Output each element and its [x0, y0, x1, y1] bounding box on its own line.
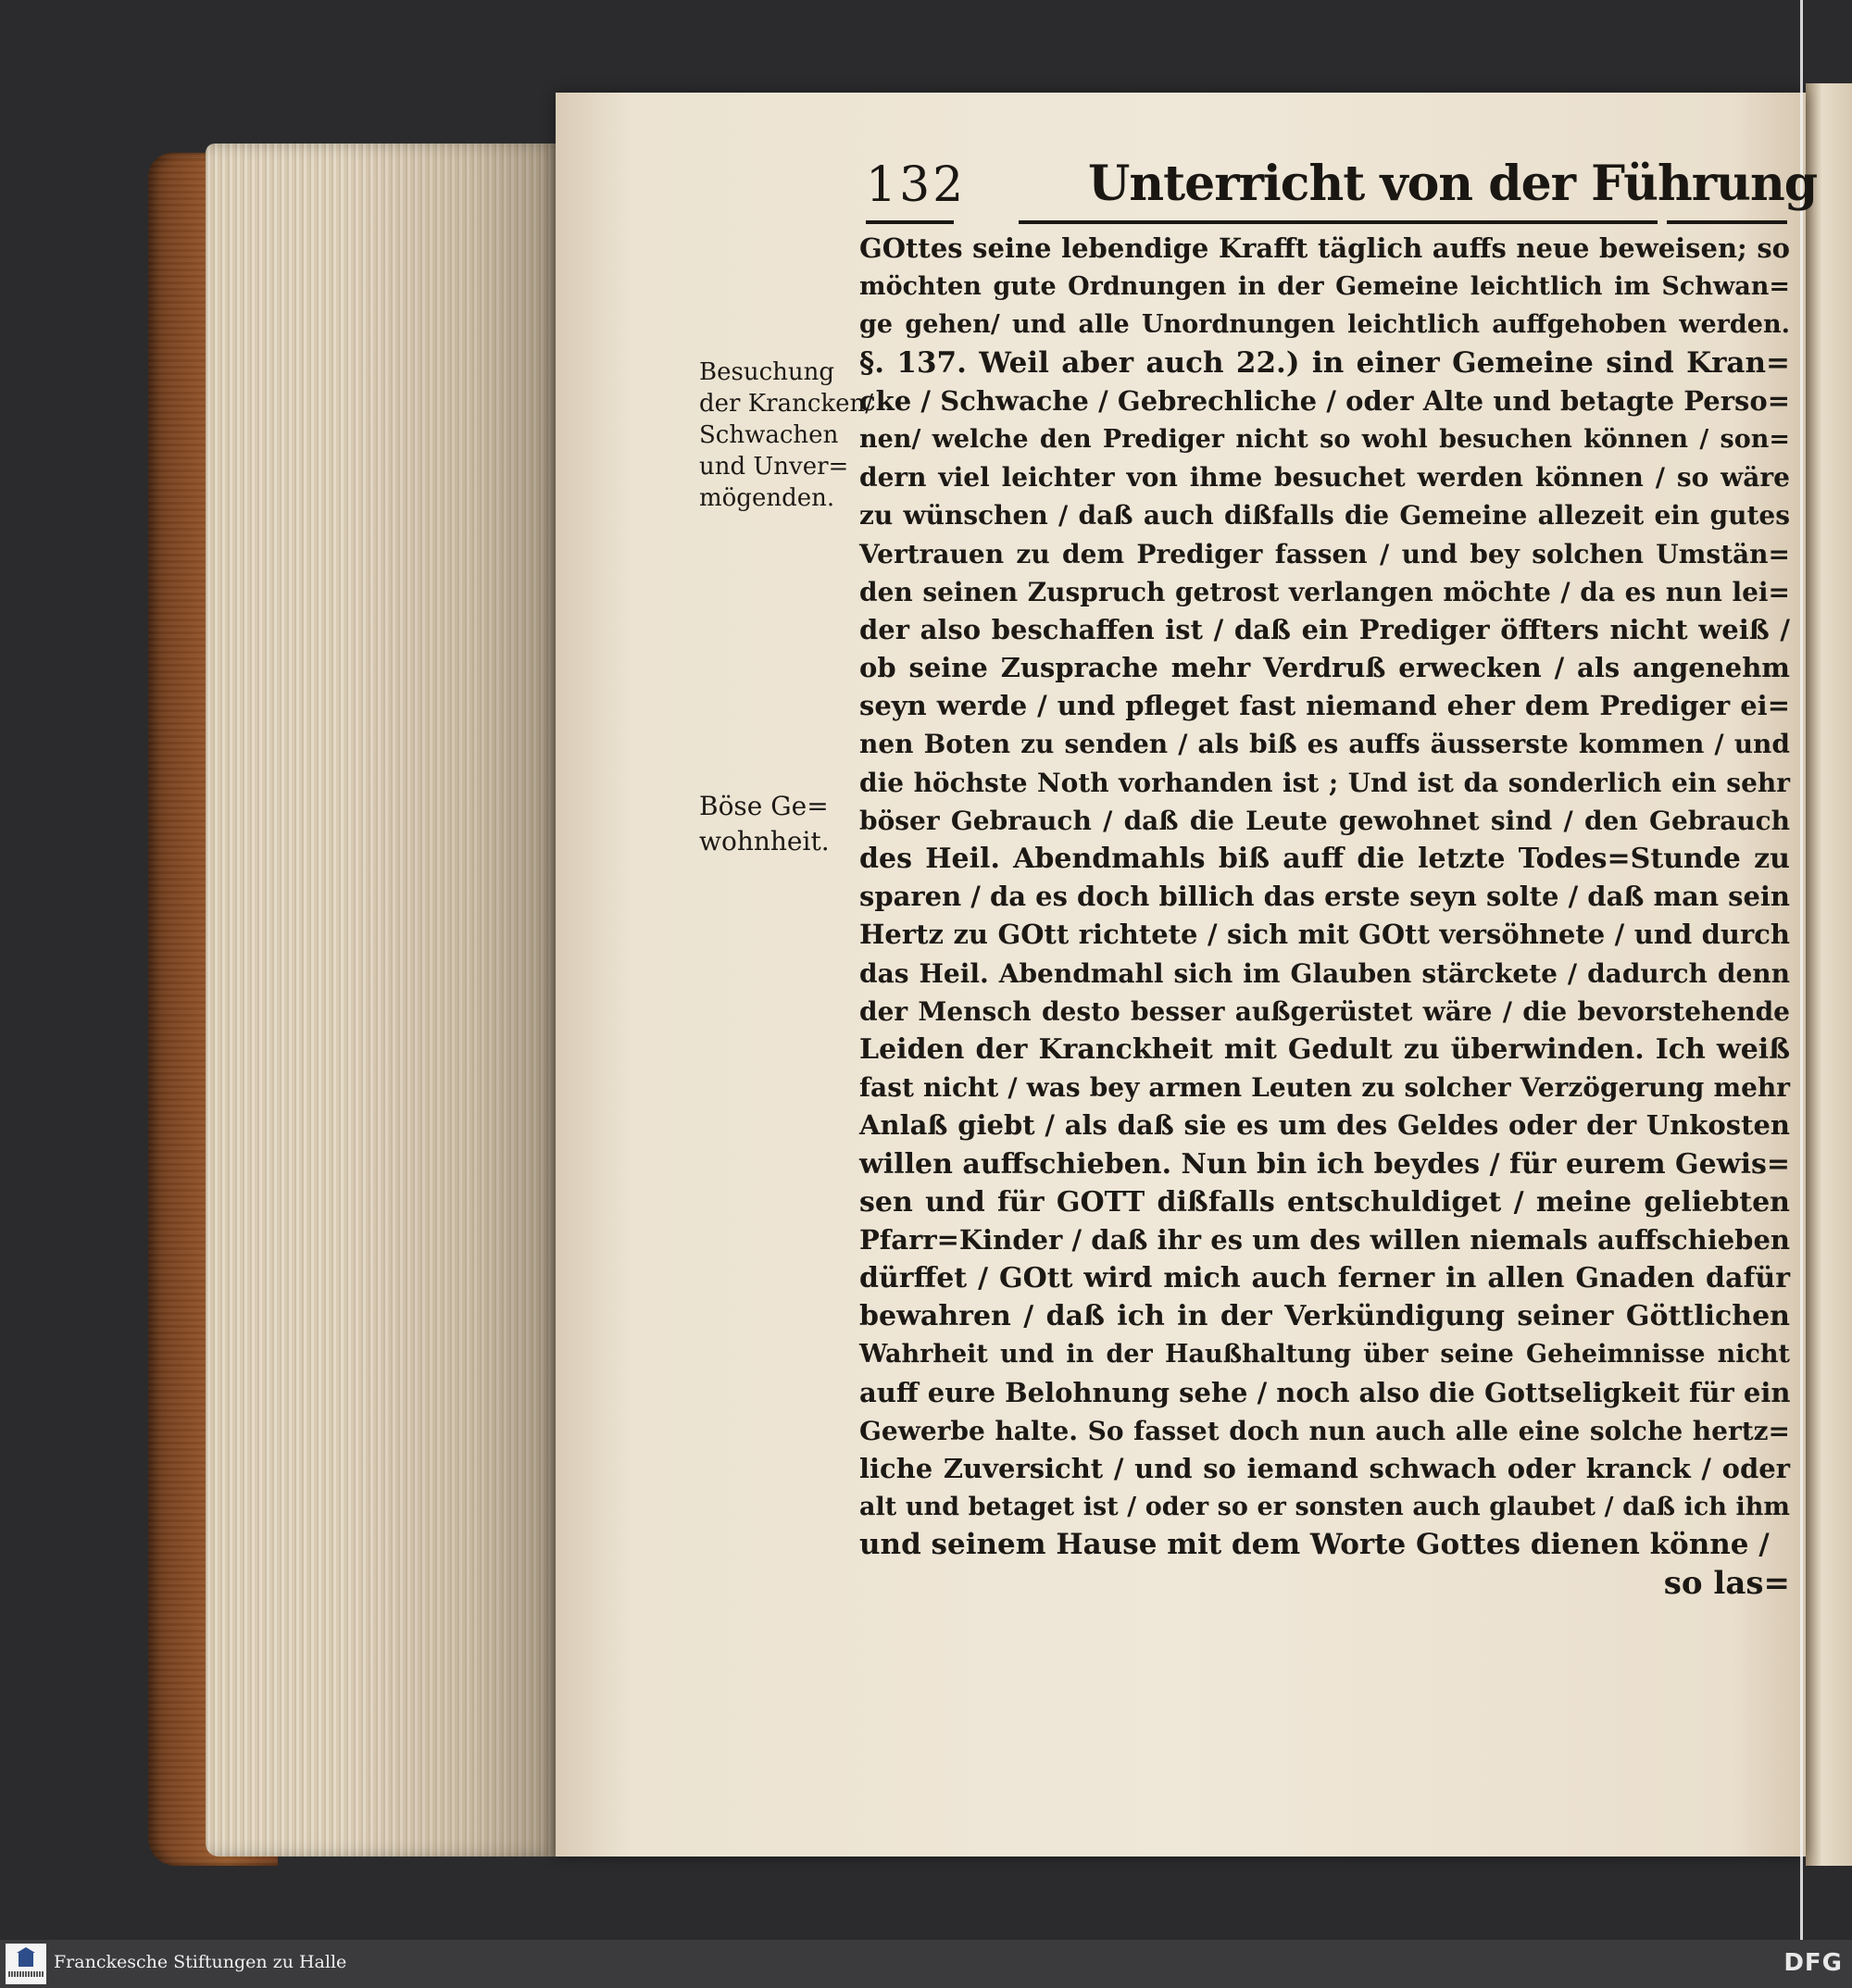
text-line: Pfarr=Kinder / daß ihr es um des willen niemals auffschieben	[859, 1223, 1790, 1256]
text-line: die höchste Noth vorhanden ist ; Und ist da sonderlich ein sehr	[859, 767, 1790, 798]
dfg-logo[interactable]: DFG	[1783, 1949, 1843, 1977]
francke-foundation-logo-icon[interactable]	[6, 1944, 46, 1984]
viewer-footer	[0, 1940, 1852, 1988]
text-line: Leiden der Kranckheit mit Gedult zu überwinden. Ich weiß	[859, 1032, 1790, 1066]
header-rule-right	[1667, 220, 1787, 224]
text-line: willen auffschieben. Nun bin ich beydes / für eurem Gewis=	[859, 1147, 1790, 1181]
text-line: ob seine Zusprache mehr Verdruß erwecken / als angenehm	[859, 652, 1790, 684]
text-line: §. 137. Weil aber auch 22.) in einer Gemeine sind Kran=	[859, 345, 1790, 380]
text-line: Anlaß giebt / als daß sie es um des Geldes oder der Unkosten	[859, 1109, 1790, 1142]
text-line: liche Zuversicht / und so iemand schwach oder kranck / oder	[859, 1453, 1790, 1484]
institution-link[interactable]: Franckesche Stiftungen zu Halle	[54, 1952, 347, 1972]
text-line: nen/ welche den Prediger nicht so wohl besuchen können / son=	[859, 424, 1790, 454]
text-line: sparen / da es doch billich das erste seyn solte / daß man sein	[859, 881, 1791, 913]
margin-note-line: Schwachen	[699, 421, 839, 449]
margin-note-line: wohnheit.	[699, 826, 830, 856]
header-rule-middle	[1019, 220, 1658, 224]
text-line: auff eure Belohnung sehe / noch also die Gottseligkeit für ein	[859, 1376, 1791, 1408]
text-line: nen Boten zu senden / als biß es auffs äusserste kommen / und	[859, 729, 1790, 760]
text-line: fast nicht / was bey armen Leuten zu solcher Verzögerung mehr	[859, 1072, 1790, 1104]
body-text	[859, 230, 1790, 1603]
text-line: böser Gebrauch / daß die Leute gewohnet sind / den Gebrauch	[859, 805, 1790, 836]
page-block-edges	[206, 144, 557, 1857]
text-line: der also beschaffen ist / daß ein Prediger öffters nicht weiß /	[859, 613, 1790, 645]
scan-ruler-line	[1800, 0, 1803, 1940]
text-line: cke / Schwache / Gebrechliche / oder Alte und betagte Perso=	[859, 384, 1790, 417]
text-line: zu wünschen / daß auch dißfalls die Gemeine allezeit ein gutes	[859, 500, 1790, 531]
text-line: dürffet / GOtt wird mich auch ferner in allen Gnaden dafür	[859, 1262, 1790, 1295]
margin-note-line: der Krancken/	[699, 390, 874, 418]
text-line: seyn werde / und pfleget fast niemand eher dem Prediger ei=	[859, 690, 1790, 722]
text-line: Hertz zu GOtt richtete / sich mit GOtt versöhnete / und durch	[859, 919, 1790, 951]
facing-page-edge	[1806, 83, 1852, 1866]
margin-note-line: und Unver=	[699, 453, 849, 481]
margin-note-bad-habit	[699, 789, 866, 859]
text-line: möchten gute Ordnungen in der Gemeine leichtlich im Schwan=	[859, 272, 1790, 302]
text-line: GOttes seine lebendige Krafft täglich auffs neue beweisen; so	[859, 232, 1790, 264]
margin-note-visitation	[699, 356, 874, 514]
margin-note-line: Böse Ge=	[699, 791, 829, 821]
text-line: sen und für GOTT dißfalls entschuldiget / meine geliebten	[859, 1185, 1790, 1219]
text-line: Wahrheit und in der Haußhaltung über seine Geheimnisse nicht	[859, 1340, 1790, 1369]
text-line: dern viel leichter von ihme besuchet werden können / so wäre	[859, 462, 1790, 494]
margin-note-line: mögenden.	[699, 484, 835, 512]
text-line: das Heil. Abendmahl sich im Glauben stärckete / dadurch denn	[859, 957, 1790, 989]
text-line: und seinem Hause mit dem Worte Gottes dienen könne /	[859, 1528, 1770, 1562]
text-line: Gewerbe halte. So fasset doch nun auch alle eine solche hertz=	[859, 1415, 1790, 1446]
text-line: des Heil. Abendmahls biß auff die letzte Todes=Stunde zu	[859, 843, 1790, 875]
catchword: so las=	[1663, 1564, 1790, 1602]
text-line: alt und betaget ist / oder so er sonsten auch glaubet / daß ich ihm	[859, 1493, 1790, 1522]
page-number: 132	[866, 157, 967, 213]
text-line: der Mensch desto besser außgerüstet wäre / die bevorstehende	[859, 995, 1790, 1027]
header-rule-left	[866, 220, 954, 224]
text-line: den seinen Zuspruch getrost verlangen möchte / da es nun lei=	[859, 576, 1790, 607]
margin-note-line: Besuchung	[699, 358, 835, 386]
text-line: bewahren / daß ich in der Verkündigung seiner Göttlichen	[859, 1300, 1790, 1333]
running-title: Unterricht von der Führung	[1088, 156, 1818, 212]
text-line: ge gehen/ und alle Unordnungen leichtlich auffgehoben werden.	[859, 310, 1790, 340]
text-line: Vertrauen zu dem Prediger fassen / und bey solchen Umstän=	[859, 538, 1790, 569]
